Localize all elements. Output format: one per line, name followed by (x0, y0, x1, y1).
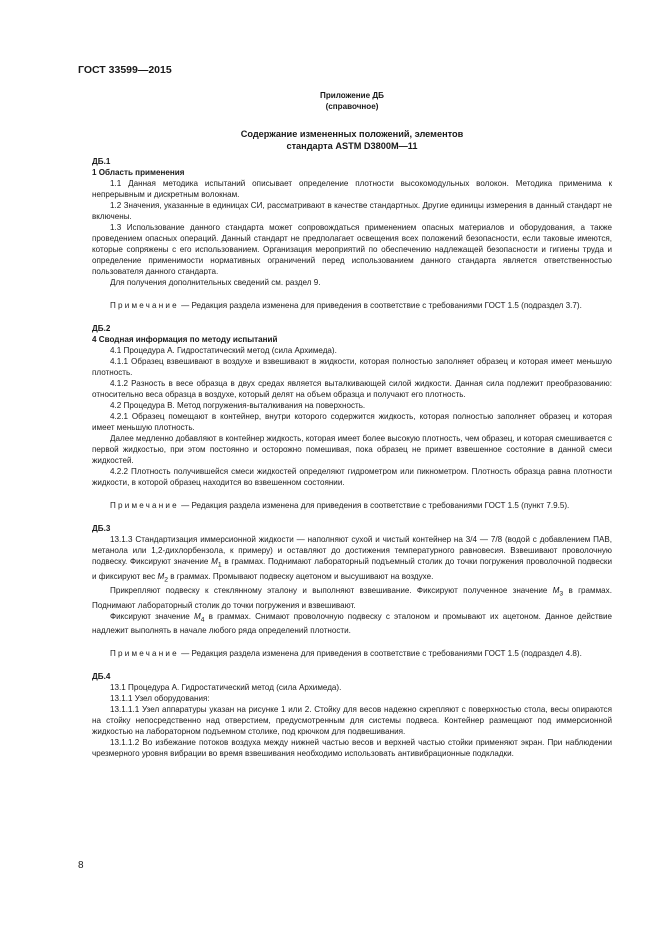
variable: M (211, 557, 218, 566)
section-heading: 1 Область применения (92, 168, 185, 177)
section-db2 (92, 323, 612, 511)
annex-title-line-2: (справочное) (325, 102, 379, 111)
annex-title-line-1: Приложение ДБ (320, 91, 384, 100)
paragraph: 1.2 Значения, указанные в единицах СИ, рассматривают в качестве стандартных. Другие единицы измерения в данный стандарт не включены. (92, 201, 612, 221)
note-label: Примечание (110, 301, 179, 310)
section-code: ДБ.1 (92, 157, 111, 166)
document-body (92, 90, 612, 759)
note-text: — Редакция раздела изменена для приведения в соответствие с требованиями ГОСТ 1.5 (пункт 7.9.5). (181, 501, 570, 510)
text-run: в граммах. Снимают проволочную подвеску с эталоном и промывают их ацетоном. Данное действие надлежит выполнять в начале любого ряда определений плотности. (92, 611, 612, 636)
paragraph: 4.1.2 Разность в весе образца в двух средах является выталкивающей силой жидкости. Данная сила подлежит преобразованию: относительно веса образца в воздухе, который делят на объем образца и получают его плотность. (92, 379, 612, 399)
subscript: 2 (164, 576, 168, 584)
note-text: — Редакция раздела изменена для приведения в соответствие с требованиями ГОСТ 1.5 (подраздел 4.8). (181, 649, 582, 659)
variable: M (552, 586, 560, 596)
paragraph: 13.1.1 Узел оборудования: (110, 694, 210, 704)
text-run: в граммах. Поднимают лабораторный подъемный столик до точки погружения проволочной подвески и фиксируют вес (92, 557, 612, 581)
note-text: — Редакция раздела изменена для приведения в соответствие с требованиями ГОСТ 1.5 (подраздел 3.7). (181, 301, 582, 310)
note-label: Примечание (110, 501, 179, 510)
paragraph: Для получения дополнительных сведений см. раздел 9. (110, 278, 321, 287)
document-header: ГОСТ 33599—2015 (78, 64, 172, 76)
paragraph: 13.1.1.1 Узел аппаратуры указан на рисунке 1 или 2. Стойку для весов надежно скрепляют с поверхностью стола, весы опираются на стойку непосредственно над отверстием, предусмотренным для системы подвеса. Контейнер размещают под иммерсионной жидкостью на лабораторном подъемном столике, под крючком для подвешивания. (92, 705, 612, 737)
section-code: ДБ.4 (92, 672, 111, 682)
paragraph (92, 611, 612, 637)
subscript: 3 (559, 590, 564, 598)
paragraph: 13.1 Процедура А. Гидростатический метод (сила Архимеда). (110, 683, 342, 693)
section-db4 (92, 671, 612, 759)
paragraph (92, 585, 612, 611)
main-title (92, 128, 612, 152)
paragraph: 4.1.1 Образец взвешивают в воздухе и взвешивают в жидкости, которая полностью заполняет образец и которая имеет меньшую плотность. (92, 357, 612, 377)
paragraph: 4.1 Процедура А. Гидростатический метод (сила Архимеда). (110, 346, 337, 355)
note (92, 500, 612, 511)
text-run: 13.1.3 Стандартизация иммерсионной жидкости — наполняют сухой и чистый контейнер на 3/4 — 7/8 (водой с добавлением ПАВ, метанола или 1,2-дихлорбензола, к примеру) и оставляют до достижения температурного равновесия. Взвешивают проволочную подвеску. Фиксируют значение (92, 535, 612, 566)
note (92, 300, 612, 311)
section-code: ДБ.3 (92, 524, 111, 533)
paragraph: 4.2.2 Плотность получившейся смеси жидкостей определяют гидрометром или пикнометром. Плотность образца равна плотности жидкости, в которой образец находится во взвешенном состоянии. (92, 467, 612, 487)
text-run: в граммах. Промывают подвеску ацетоном и высушивают на воздухе. (167, 571, 434, 581)
text-run: Фиксируют значение (110, 611, 194, 621)
subscript: 4 (200, 616, 205, 624)
annex-title (92, 90, 612, 112)
paragraph: 1.1 Данная методика испытаний описывает определение плотности высокомодульных волокон. Методика применима к непрерывным и дискретным волокнам. (92, 179, 612, 199)
paragraph: Далее медленно добавляют в контейнер жидкость, которая имеет более высокую плотность, чем образец, и которая смешивается с первой жидкостью, при этом постоянно и осторожно помешивая, пока образец не примет взвешенное состояние в данной смеси жидкостей. (92, 434, 612, 465)
section-heading: 4 Сводная информация по методу испытаний (92, 335, 278, 344)
page-number: 8 (78, 860, 84, 871)
note-label: Примечание (110, 649, 179, 659)
paragraph: 4.2.1 Образец помещают в контейнер, внутри которого содержится жидкость, которая полностью заполняет образец и которая имеет меньшую плотность. (92, 412, 612, 432)
subscript: 1 (217, 561, 222, 569)
variable: M (157, 571, 165, 581)
note (92, 648, 612, 659)
variable: M (193, 611, 201, 621)
main-title-line-2: стандарта ASTM D3800M—11 (286, 141, 418, 151)
paragraph: 13.1.1.2 Во избежание потоков воздуха между нижней частью весов и верхней частью стойки применяют экран. При наблюдении чрезмерного уровня вибрации во время взвешивания необходимо использовать антивибрационные подкладки. (92, 738, 612, 759)
paragraph: 4.2 Процедура В. Метод погружения-выталкивания на поверхность. (110, 401, 366, 410)
text-run: Прикрепляют подвеску к стеклянному эталону и выполняют взвешивание. Фиксируют полученное значение (110, 586, 553, 596)
section-db3 (92, 523, 612, 659)
section-db1 (92, 156, 612, 311)
paragraph (92, 534, 612, 585)
section-code: ДБ.2 (92, 324, 111, 333)
text-run: в граммах. Поднимают лабораторный столик до точки погружения и взвешивают. (92, 586, 612, 610)
paragraph: 1.3 Использование данного стандарта может сопровождаться применением опасных материалов и оборудования, а также проведением опасных операций. Данный стандарт не предполагает освещения всех положений безопасности, если таковые имеются, которые сопряжены с его использованием. Организация мероприятий по обеспечению надлежащей безопасности и гигиены труда и определение применимости нормативных ограничений перед использованием данного стандарта является ответственностью пользователя данного стандарта. (92, 223, 612, 276)
main-title-line-1: Содержание измененных положений, элементов (240, 129, 464, 139)
